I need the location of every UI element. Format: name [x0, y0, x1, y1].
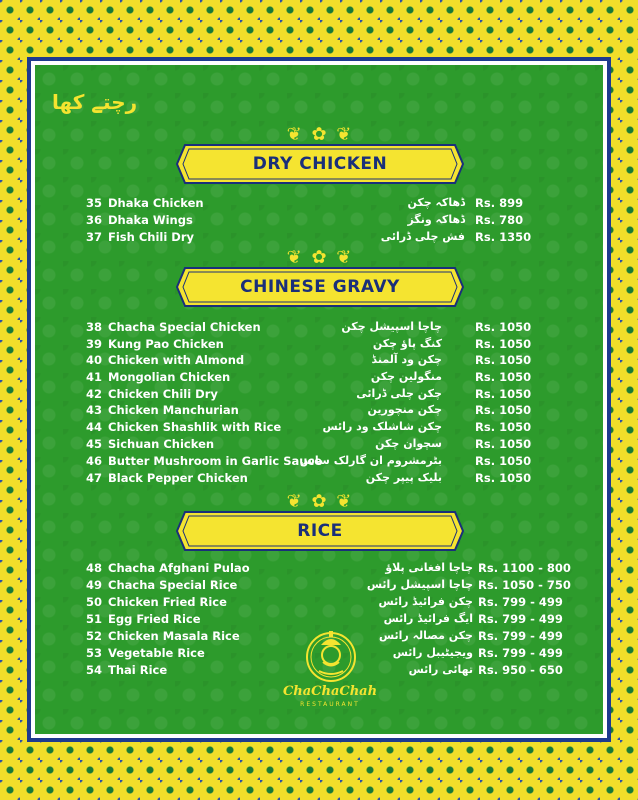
item-urdu-name: بلیک پیپر چکن: [365, 471, 442, 484]
section-banner-rice: [175, 508, 465, 554]
item-number: 45: [85, 437, 102, 451]
section-banner-chinese-gravy: [175, 264, 465, 310]
item-price: Rs. 780: [475, 213, 524, 227]
item-urdu-name: چکن فرائیڈ رائس: [378, 595, 473, 608]
menu-item: [80, 594, 563, 610]
item-price: Rs. 1050: [475, 454, 532, 468]
item-number: 49: [85, 578, 102, 592]
item-name: Fish Chili Dry: [108, 230, 195, 244]
item-name: Dhaka Chicken: [108, 196, 204, 210]
menu-item: [80, 577, 571, 593]
item-price: Rs. 799 - 499: [478, 646, 563, 660]
item-price: Rs. 799 - 499: [478, 595, 563, 609]
item-urdu-name: بٹرمشروم ان گارلک ساس: [299, 454, 442, 467]
ornament-icon: ❦ ✿ ❦: [286, 247, 354, 268]
item-urdu-name: چکن چلی ڈرائی: [356, 387, 442, 400]
item-number: 50: [85, 595, 102, 609]
section-title: RICE: [297, 521, 343, 541]
item-number: 54: [85, 663, 102, 677]
item-price: Rs. 1050: [475, 403, 532, 417]
menu-item: [80, 402, 532, 418]
item-price: Rs. 899: [475, 196, 524, 210]
ornament-icon: ❦ ✿ ❦: [286, 491, 354, 512]
brand-subtitle: RESTAURANT: [300, 701, 360, 708]
item-number: 43: [85, 403, 102, 417]
item-number: 38: [85, 320, 102, 334]
item-price: Rs. 1050: [475, 437, 532, 451]
item-urdu-name: چاچا اسپیشل رائس: [366, 578, 473, 591]
item-urdu-name: چکن منچورین: [367, 403, 442, 416]
item-urdu-name: ویجیٹیبل رائس: [392, 646, 473, 659]
menu-item: [80, 229, 545, 245]
item-number: 53: [85, 646, 102, 660]
ornament-icon: ❦ ✿ ❦: [286, 124, 354, 145]
item-name: Chacha Afghani Pulao: [108, 561, 250, 575]
item-number: 40: [85, 353, 102, 367]
item-name: Kung Pao Chicken: [108, 337, 224, 351]
item-price: Rs. 1050: [475, 471, 532, 485]
item-urdu-name: ڈھاکہ ونگز: [407, 213, 465, 226]
menu-item: [80, 212, 545, 228]
item-urdu-name: چاچا افغانی پلاؤ: [385, 561, 473, 574]
menu-item: [80, 369, 532, 385]
item-urdu-name: چکن مصالہ رائس: [378, 629, 473, 642]
item-price: Rs. 1100 - 800: [478, 561, 571, 575]
section-banner-dry-chicken: [175, 141, 465, 187]
item-urdu-name: فش چلی ڈرائی: [380, 230, 465, 243]
item-urdu-name: منگولین چکن: [370, 370, 442, 383]
item-name: Butter Mushroom in Garlic Sauce: [108, 454, 323, 468]
section-title: CHINESE GRAVY: [240, 277, 400, 297]
item-price: Rs. 1050 - 750: [478, 578, 571, 592]
item-number: 44: [85, 420, 102, 434]
item-name: Chicken Manchurian: [108, 403, 239, 417]
item-number: 37: [85, 230, 102, 244]
item-urdu-name: تھائی رائس: [408, 663, 473, 676]
menu-item: [80, 419, 532, 435]
item-price: Rs. 1050: [475, 370, 532, 384]
section-title: DRY CHICKEN: [252, 154, 388, 174]
item-number: 46: [85, 454, 102, 468]
item-name: Mongolian Chicken: [108, 370, 231, 384]
item-name: Dhaka Wings: [108, 213, 193, 227]
item-name: Sichuan Chicken: [108, 437, 215, 451]
item-number: 36: [85, 213, 102, 227]
item-name: Black Pepper Chicken: [108, 471, 248, 485]
item-price: Rs. 950 - 650: [478, 663, 563, 677]
item-name: Chicken with Almond: [108, 353, 245, 367]
item-name: Chicken Fried Rice: [108, 595, 227, 609]
item-name: Chicken Chili Dry: [108, 387, 218, 401]
item-number: 35: [85, 196, 102, 210]
menu-item: [80, 560, 571, 576]
menu-item: [80, 195, 545, 211]
item-name: Thai Rice: [108, 663, 168, 677]
item-name: Chicken Masala Rice: [108, 629, 240, 643]
item-price: Rs. 1050: [475, 337, 532, 351]
menu-item: [80, 386, 532, 402]
item-urdu-name: سچوان چکن: [375, 437, 442, 450]
brand-script-logo: رچتے کھا: [52, 90, 138, 114]
item-price: Rs. 799 - 499: [478, 612, 563, 626]
item-urdu-name: چکن ود آلمنڈ: [371, 353, 442, 366]
item-price: Rs. 1050: [475, 320, 532, 334]
menu-item: [80, 319, 532, 335]
item-price: Rs. 1050: [475, 420, 532, 434]
item-price: Rs. 1050: [475, 353, 532, 367]
item-number: 51: [85, 612, 102, 626]
item-number: 52: [85, 629, 102, 643]
menu-item: [80, 436, 532, 452]
item-price: Rs. 799 - 499: [478, 629, 563, 643]
item-number: 42: [85, 387, 102, 401]
item-number: 47: [85, 471, 102, 485]
item-urdu-name: کنگ پاؤ چکن: [372, 337, 442, 350]
item-name: Egg Fried Rice: [108, 612, 201, 626]
item-name: Chacha Special Chicken: [108, 320, 261, 334]
item-number: 48: [85, 561, 102, 575]
item-price: Rs. 1350: [475, 230, 532, 244]
item-name: Chacha Special Rice: [108, 578, 238, 592]
item-name: Chicken Shashlik with Rice: [108, 420, 282, 434]
item-urdu-name: چکن شاشلک ود رائس: [322, 420, 442, 433]
menu-item: [80, 470, 532, 486]
item-urdu-name: چاچا اسپیشل چکن: [341, 320, 442, 333]
item-price: Rs. 1050: [475, 387, 532, 401]
menu-item: [80, 453, 532, 469]
brand-name: ChaChaChah: [282, 684, 378, 699]
item-name: Vegetable Rice: [108, 646, 205, 660]
item-urdu-name: ڈھاکہ چکن: [407, 196, 465, 209]
item-number: 41: [85, 370, 102, 384]
item-urdu-name: ایگ فرائیڈ رائس: [383, 612, 473, 625]
menu-item: [80, 336, 532, 352]
menu-item: [80, 352, 532, 368]
item-number: 39: [85, 337, 102, 351]
